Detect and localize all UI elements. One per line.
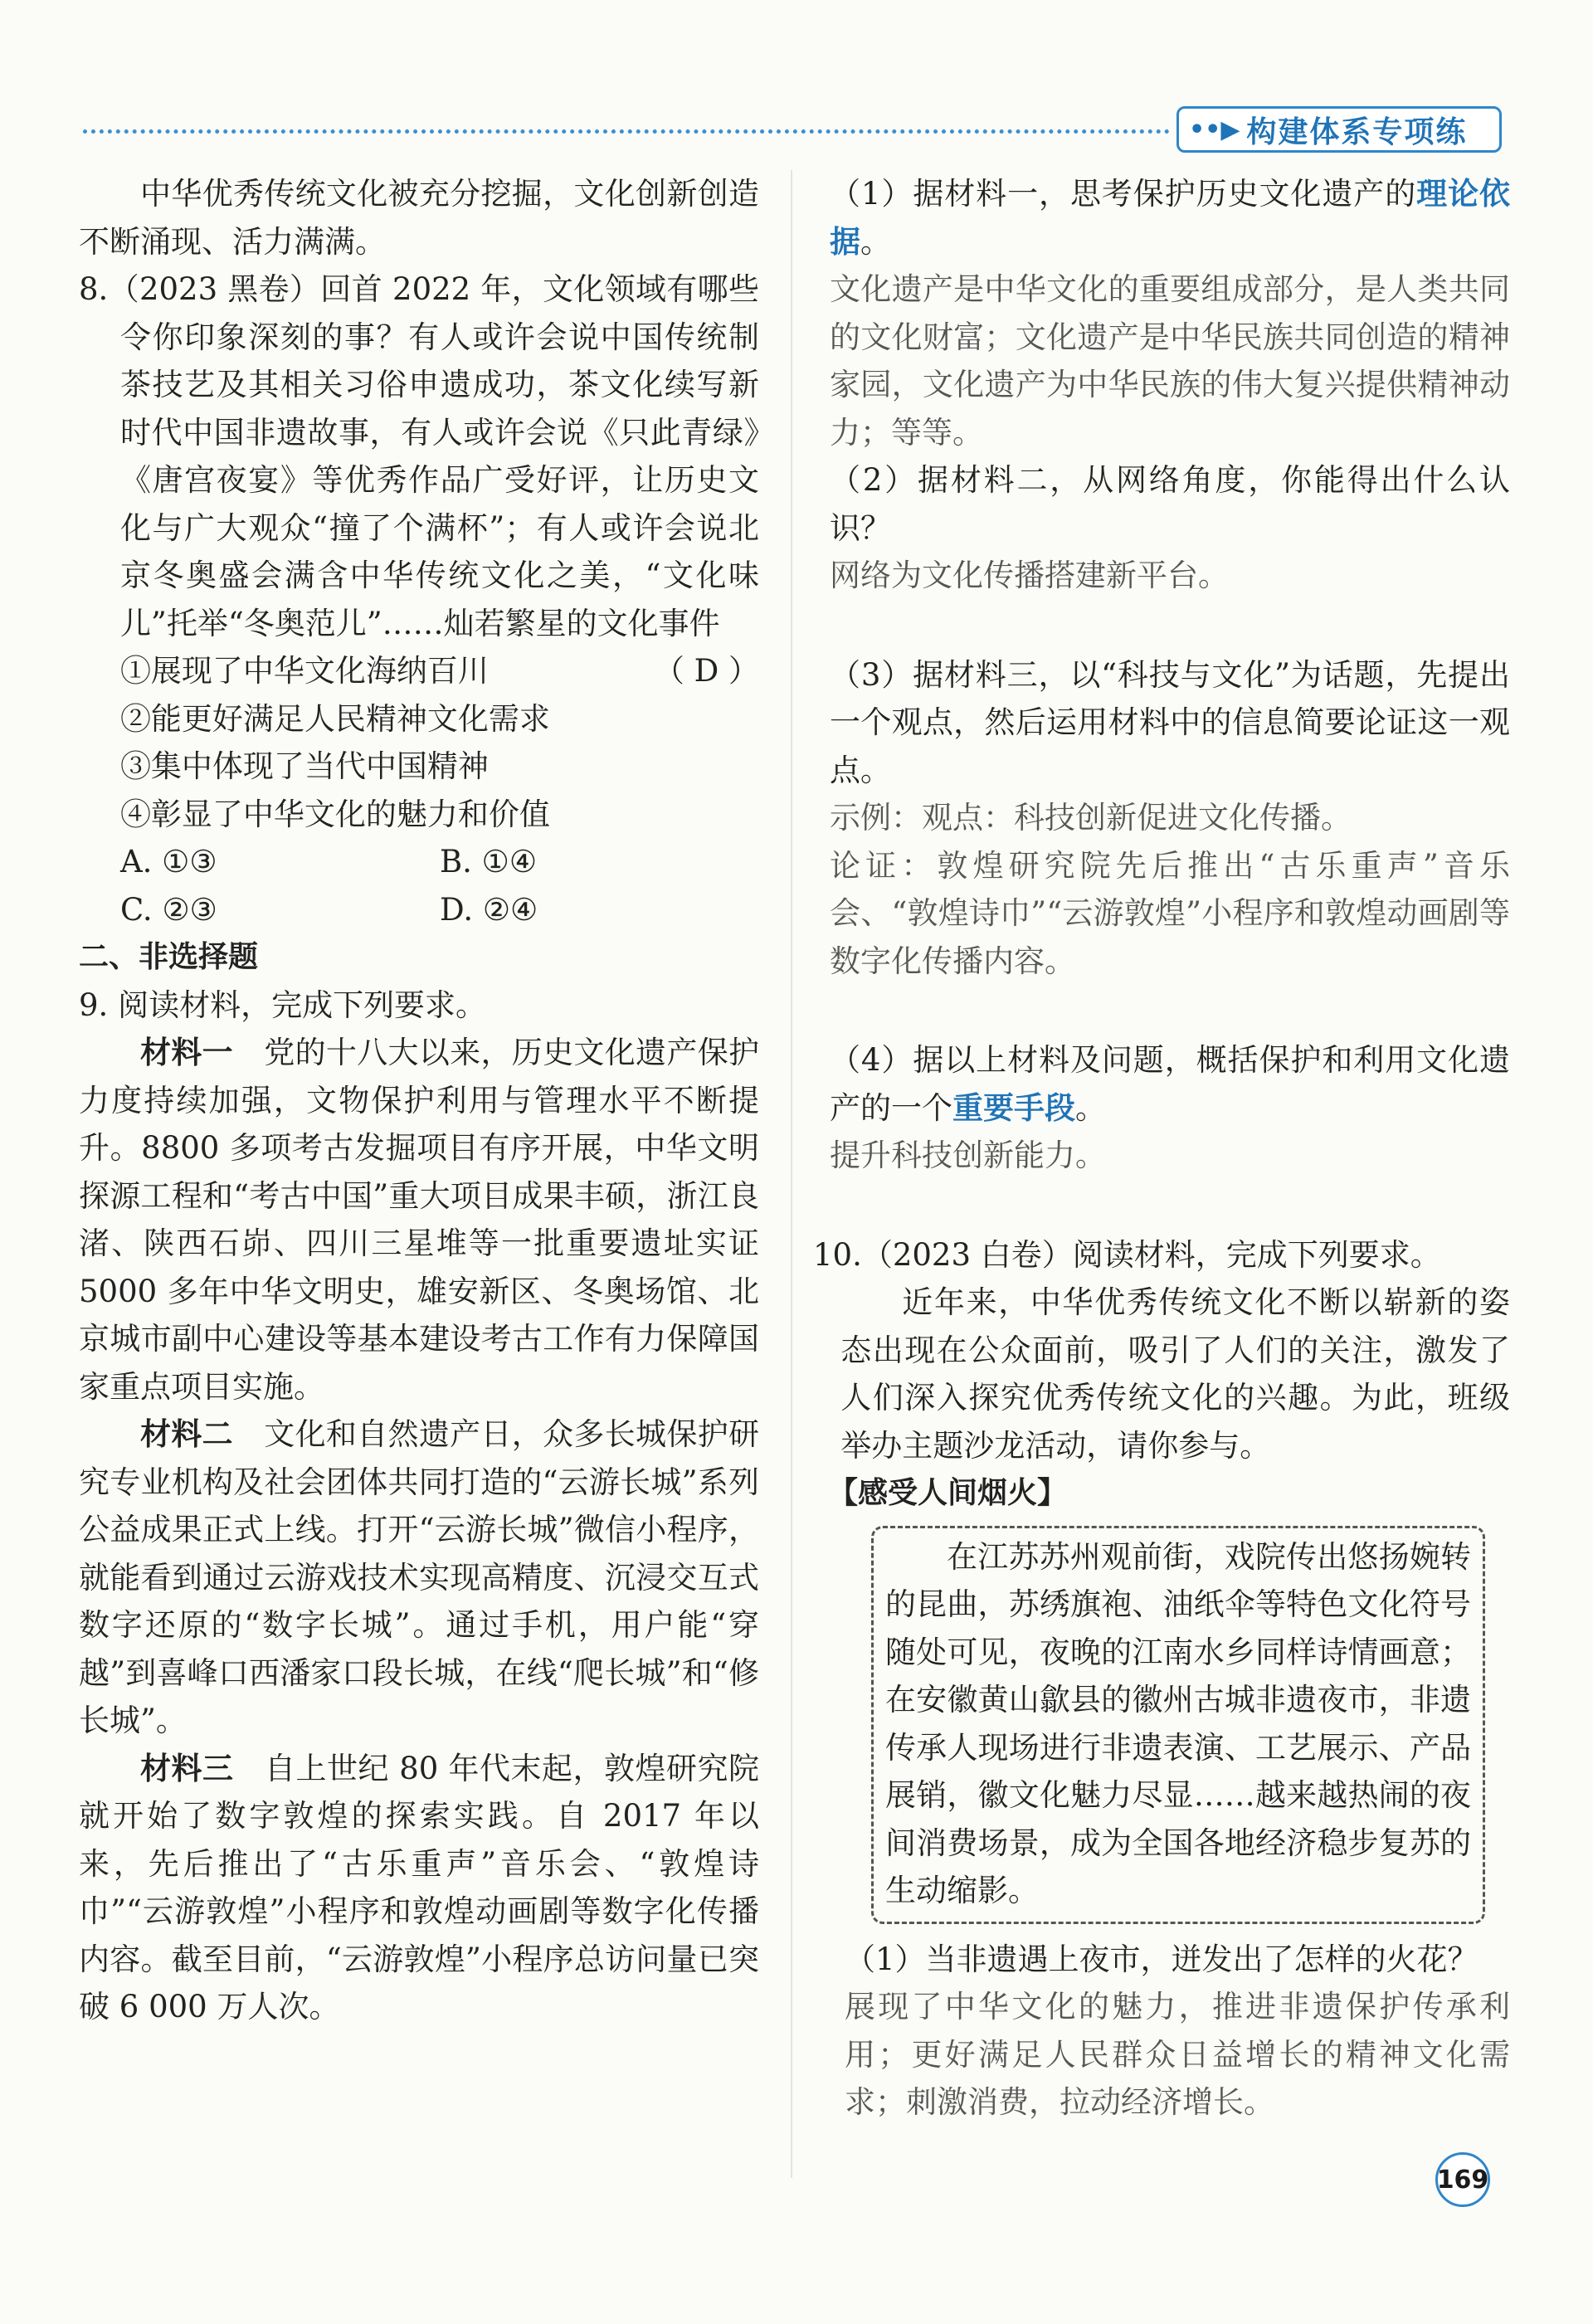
q8-options-row: [79, 838, 759, 886]
material-1-text: 党的十八大以来，历史文化遗产保护力度持续加强，文物保护利用与管理水平不断提升。8800 多项考古发掘项目有序开展，中华文明探源工程和“考古中国”重大项目成果丰硕，浙江良渚、陕西石峁、四川三星堆等一批重要遗址实证 5000 多年中华文明史，雄安新区、冬奥场馆、北京城市副中心建设等基本建设考古工作有力保障国家重点项目实施。: [79, 1035, 760, 1405]
q9-sub1-keyword: 理论依据: [830, 176, 1510, 260]
q10-material-box: [871, 1526, 1485, 1924]
q8-option-b: B. ①④: [439, 844, 538, 879]
q9-sub3-answer-argument: 论证：敦煌研究院先后推出“古乐重声”音乐会、“敦煌诗巾”“云游敦煌”小程序和敦煌动画剧等数字化传播内容。: [830, 847, 1510, 979]
q9-sub4-question-end: 。: [1075, 1089, 1106, 1126]
material-2-label: 材料二: [140, 1416, 233, 1452]
material-2-text: 文化和自然遗产日，众多长城保护研究专业机构及社会团体共同打造的“云游长城”系列公益成果正式上线。打开“云游长城”微信小程序，就能看到通过云游戏技术实现高精度、沉浸交互式数字还原的“数字长城”。通过手机，用户能“穿越”到喜峰口西潘家口段长城，在线“爬长城”和“修长城”。: [79, 1416, 760, 1738]
q9-sub-2: [830, 456, 1510, 600]
q9-sub1-question: [830, 170, 1510, 266]
question-10: [813, 1231, 1510, 2127]
material-3-text: 自上世纪 80 年代末起，敦煌研究院就开始了数字敦煌的探索实践。自 2017 年以来，先后推出了“古乐重声”音乐会、“敦煌诗巾”“云游敦煌”小程序和敦煌动画剧等数字化传播内容。截至目前，“云游敦煌”小程序总访问量已突破 6 000 万人次。: [79, 1750, 759, 2024]
page-number: 169: [1435, 2152, 1490, 2207]
q9-sub3-question: （3）据材料三，以“科技与文化”为话题，先提出一个观点，然后运用材料中的信息简要论证这一观点。: [830, 656, 1510, 788]
q10-stem: 10.（2023 白卷）阅读材料，完成下列要求。: [813, 1236, 1441, 1273]
q9-sub4-question: [830, 1036, 1510, 1132]
section-title: 二、非选择题: [79, 940, 259, 974]
material-3: [79, 1745, 759, 2031]
q8-statement: ③集中体现了当代中国精神: [119, 748, 489, 784]
q9-sub1-question-text: （1）据材料一，思考保护历史文化遗产的: [830, 176, 1417, 212]
q8-option-c: C. ②③: [119, 891, 217, 928]
q9-sub-1: [830, 170, 1510, 456]
header-title: 构建体系专项练: [1246, 114, 1468, 149]
q9-sub4-answer: 提升科技创新能力。: [830, 1138, 1106, 1173]
q8-statement: ④彰显了中华文化的魅力和价值: [119, 796, 550, 832]
q8-options-row: [79, 886, 759, 934]
material-1: [79, 1029, 759, 1410]
spacer: [830, 1180, 1510, 1231]
section-header-tag: [1176, 106, 1502, 153]
q9-sub-3: [830, 651, 1510, 986]
q8-statement: ②能更好满足人民精神文化需求: [119, 700, 550, 737]
q8-option-d: D. ②④: [439, 891, 538, 928]
arrow-icon: ••▶: [1189, 114, 1240, 144]
material-3-label: 材料三: [140, 1750, 234, 1786]
q9-sub4-question-text: （4）据以上材料及问题，概括保护和利用文化遗产的一个: [830, 1042, 1510, 1126]
q9-sub1-answer: 文化遗产是中华文化的重要组成部分，是人类共同的文化财富；文化遗产是中华民族共同创造的精神家园，文化遗产为中华民族的伟大复兴提供精神动力；等等。: [830, 271, 1510, 451]
q10-sub1-question: （1）当非遗遇上夜市，迸发出了怎样的火花？: [845, 1941, 1479, 1977]
q9-sub2-answer: 网络为文化传播搭建新平台。: [830, 558, 1229, 593]
q10-intro: 近年来，中华优秀传统文化不断以崭新的姿态出现在公众面前，吸引了人们的关注，激发了人们深入探究优秀传统文化的兴趣。为此，班级举办主题沙龙活动，请你参与。: [840, 1284, 1510, 1464]
column-divider: [791, 170, 792, 2178]
q10-box-text: 在江苏苏州观前街，戏院传出悠扬婉转的昆曲，苏绣旗袍、油纸伞等特色文化符号随处可见，夜晚的江南水乡同样诗情画意；在安徽黄山歙县的徽州古城非遗夜市，非遗传承人现场进行非遗表演、工艺展示、产品展销，徽文化魅力尽显……越来越热闹的夜间消费场景，成为全国各地经济稳步复苏的生动缩影。: [885, 1538, 1471, 1908]
q9-sub2-question: （2）据材料二，从网络角度，你能得出什么认识？: [830, 462, 1510, 546]
q8-option-a: A. ①③: [119, 844, 217, 879]
spacer: [830, 600, 1510, 651]
q9-sub1-question-end: 。: [860, 223, 891, 260]
q9-sub-4: [830, 1036, 1510, 1180]
left-column: [79, 170, 759, 2031]
intro-line: 中华优秀传统文化被充分挖掘，文化创新创造不断涌现、活力满满。: [79, 176, 759, 260]
right-column: [813, 170, 1510, 2127]
q8-answer: （ D ）: [653, 653, 759, 689]
q8-statement: ①展现了中华文化海纳百川: [119, 653, 489, 689]
q8-stem-text: 8.（2023 黑卷）回首 2022 年，文化领域有哪些令你印象深刻的事？有人或许会说中国传统制茶技艺及其相关习俗申遗成功，茶文化续写新时代中国非遗故事，有人或许会说《只此青绿》《唐宫夜宴》等优秀作品广受好评，让历史文化与广大观众“撞了个满杯”；有人或许会说北京冬奥盛会满含中华传统文化之美，“文化味儿”托举“冬奥范儿”……灿若繁星的文化事件: [79, 271, 759, 641]
header-dotted-rule: [83, 129, 1170, 134]
question-8: [79, 266, 759, 933]
q10-sub1-answer: 展现了中华文化的魅力，推进非遗保护传承利用；更好满足人民群众日益增长的精神文化需求；刺激消费，拉动经济增长。: [845, 1989, 1510, 2120]
material-1-label: 材料一: [140, 1035, 233, 1070]
q9-sub4-keyword: 重要手段: [952, 1089, 1075, 1126]
q10-section-label: 【感受人间烟火】: [828, 1476, 1068, 1510]
q9-sub3-answer-view: 示例：观点：科技创新促进文化传播。: [830, 800, 1352, 836]
spacer: [830, 985, 1510, 1036]
question-9: [79, 982, 759, 2031]
material-2: [79, 1410, 759, 1745]
q9-stem: 9. 阅读材料，完成下列要求。: [79, 987, 487, 1023]
